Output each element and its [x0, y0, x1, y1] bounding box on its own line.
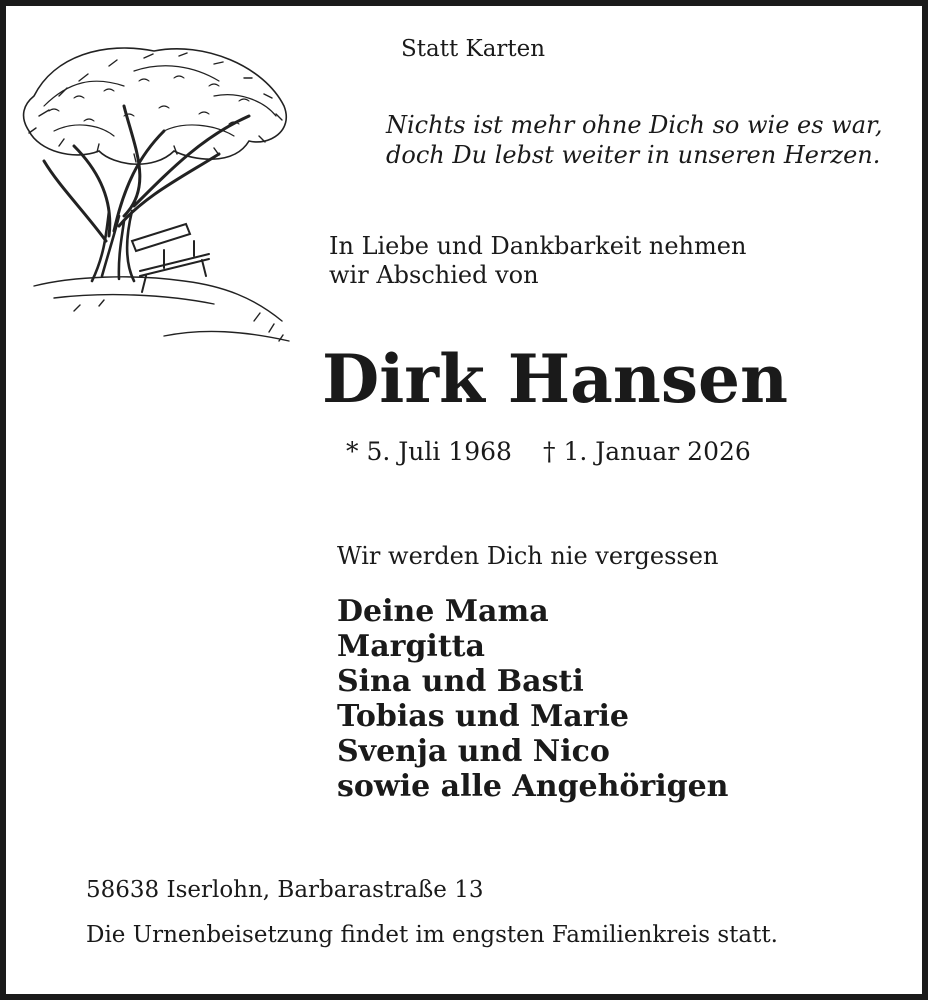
deceased-name: Dirk Hansen [322, 340, 789, 418]
motto-quote [386, 110, 883, 170]
mourner-item: Margitta [337, 629, 485, 664]
mourner-item: Sina und Basti [337, 664, 584, 699]
mourner-item: Deine Mama [337, 594, 549, 629]
motto-line-2: doch Du lebst weiter in unseren Herzen. [386, 141, 881, 169]
motto-line-1: Nichts ist mehr ohne Dich so wie es war, [386, 111, 883, 139]
birth-date: * 5. Juli 1968 [346, 437, 512, 466]
mourner-item: Svenja und Nico [337, 734, 610, 769]
family-address: 58638 Iserlohn, Barbarastraße 13 [86, 877, 484, 903]
death-date: † 1. Januar 2026 [543, 437, 751, 466]
mourners-list [337, 594, 728, 804]
closing-line: Wir werden Dich nie vergessen [337, 542, 719, 570]
header-label: Statt Karten [401, 36, 546, 62]
tree-with-bench-icon [14, 36, 296, 351]
mourner-item: Tobias und Marie [337, 699, 630, 734]
intro-line-2: wir Abschied von [329, 261, 539, 289]
mourner-item: sowie alle Angehörigen [337, 769, 729, 804]
intro-line-1: In Liebe und Dankbarkeit nehmen [329, 232, 747, 260]
intro-text [329, 232, 746, 290]
funeral-notice: Die Urnenbeisetzung findet im engsten Familienkreis statt. [86, 922, 778, 948]
